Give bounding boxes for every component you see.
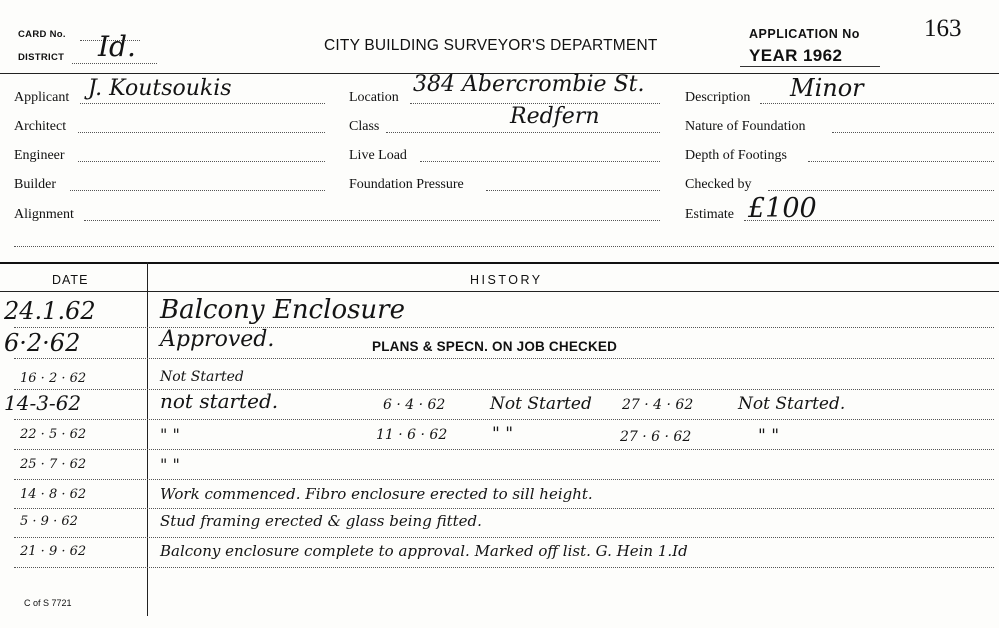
history-header-rule xyxy=(0,291,999,292)
form-code: C of S 7721 xyxy=(24,598,72,608)
extra-text-3: " " xyxy=(492,424,514,444)
builder-label: Builder xyxy=(14,177,56,192)
live-load-line xyxy=(420,161,660,162)
card-no-label: CARD No. xyxy=(18,29,66,40)
nature-foundation-label: Nature of Foundation xyxy=(685,119,806,134)
history-date: 14 · 8 · 62 xyxy=(20,487,87,502)
date-column-divider xyxy=(147,262,148,616)
applicant-label: Applicant xyxy=(14,90,70,105)
history-entry: Approved. xyxy=(160,327,275,352)
builder-line xyxy=(70,190,325,191)
history-date: 6·2·62 xyxy=(4,329,81,357)
application-no-label: APPLICATION No xyxy=(749,27,860,41)
description-line xyxy=(760,103,994,104)
stamp-plans-checked: PLANS & SPECN. ON JOB CHECKED xyxy=(372,339,618,354)
history-date: 21 · 9 · 62 xyxy=(20,544,87,559)
history-row-line xyxy=(14,449,994,450)
history-row-line xyxy=(14,508,994,509)
district-line xyxy=(72,63,157,64)
history-top-rule xyxy=(0,262,999,264)
history-row-line xyxy=(14,419,994,420)
history-entry: " " xyxy=(160,425,180,444)
history-entry: Work commenced. Fibro enclosure erected to sill height. xyxy=(160,485,593,503)
district-value: Id. xyxy=(98,30,136,63)
engineer-line xyxy=(78,161,325,162)
history-row-line xyxy=(14,479,994,480)
architect-line xyxy=(78,132,325,133)
nature-foundation-line xyxy=(832,132,994,133)
year-label: YEAR 1962 xyxy=(749,46,843,65)
extra-date-4: 27 · 6 · 62 xyxy=(620,429,692,445)
depth-footings-label: Depth of Footings xyxy=(685,148,787,163)
history-row-line xyxy=(14,358,994,359)
history-entry: Not Started xyxy=(160,369,244,385)
alignment-label: Alignment xyxy=(14,207,74,222)
date-header: DATE xyxy=(52,273,89,287)
estimate-label: Estimate xyxy=(685,207,734,222)
extra-text-1: Not Started xyxy=(490,394,592,414)
history-entry: Stud framing erected & glass being fitted. xyxy=(160,512,482,530)
extra-date-1: 6 · 4 · 62 xyxy=(383,397,446,413)
extra-date-2: 27 · 4 · 62 xyxy=(622,397,694,413)
alignment-line xyxy=(84,220,660,221)
history-entry: not started. xyxy=(160,389,279,413)
extra-text-4: " " xyxy=(758,426,780,446)
application-no-value: 163 xyxy=(924,15,962,42)
history-date: 14-3-62 xyxy=(4,391,82,415)
history-date: 24.1.62 xyxy=(4,297,96,325)
foundation-pressure-line xyxy=(486,190,660,191)
history-date: 5 · 9 · 62 xyxy=(20,514,78,529)
applicant-value: J. Koutsoukis xyxy=(88,76,232,101)
history-entry: Balcony Enclosure xyxy=(160,295,405,325)
department-title: CITY BUILDING SURVEYOR'S DEPARTMENT xyxy=(324,37,658,54)
description-label: Description xyxy=(685,90,751,105)
live-load-label: Live Load xyxy=(349,148,407,163)
extra-date-3: 11 · 6 · 62 xyxy=(376,427,448,443)
class-label: Class xyxy=(349,119,380,134)
checked-by-label: Checked by xyxy=(685,177,752,192)
depth-footings-line xyxy=(808,161,994,162)
spare-line xyxy=(14,246,994,247)
location-value-suburb: Redfern xyxy=(510,104,600,129)
foundation-pressure-label: Foundation Pressure xyxy=(349,177,464,192)
applicant-line xyxy=(80,103,325,104)
engineer-label: Engineer xyxy=(14,148,65,163)
location-label: Location xyxy=(349,90,399,105)
location-value-street: 384 Abercrombie St. xyxy=(413,72,645,97)
history-date: 25 · 7 · 62 xyxy=(20,457,87,472)
history-date: 22 · 5 · 62 xyxy=(20,427,87,442)
class-line xyxy=(386,132,660,133)
history-date: 16 · 2 · 62 xyxy=(20,371,87,386)
history-row-line xyxy=(14,537,994,538)
checked-by-line xyxy=(768,190,994,191)
year-underline xyxy=(740,66,880,67)
history-entry: Balcony enclosure complete to approval. Marked off list. G. Hein 1.Id xyxy=(160,542,688,560)
district-label: DISTRICT xyxy=(18,52,65,63)
description-value: Minor xyxy=(790,74,864,102)
history-row-line xyxy=(14,567,994,568)
extra-text-2: Not Started. xyxy=(738,394,846,414)
history-entry: " " xyxy=(160,455,180,474)
estimate-value: £100 xyxy=(748,193,817,224)
architect-label: Architect xyxy=(14,119,67,134)
history-header: HISTORY xyxy=(470,273,543,287)
